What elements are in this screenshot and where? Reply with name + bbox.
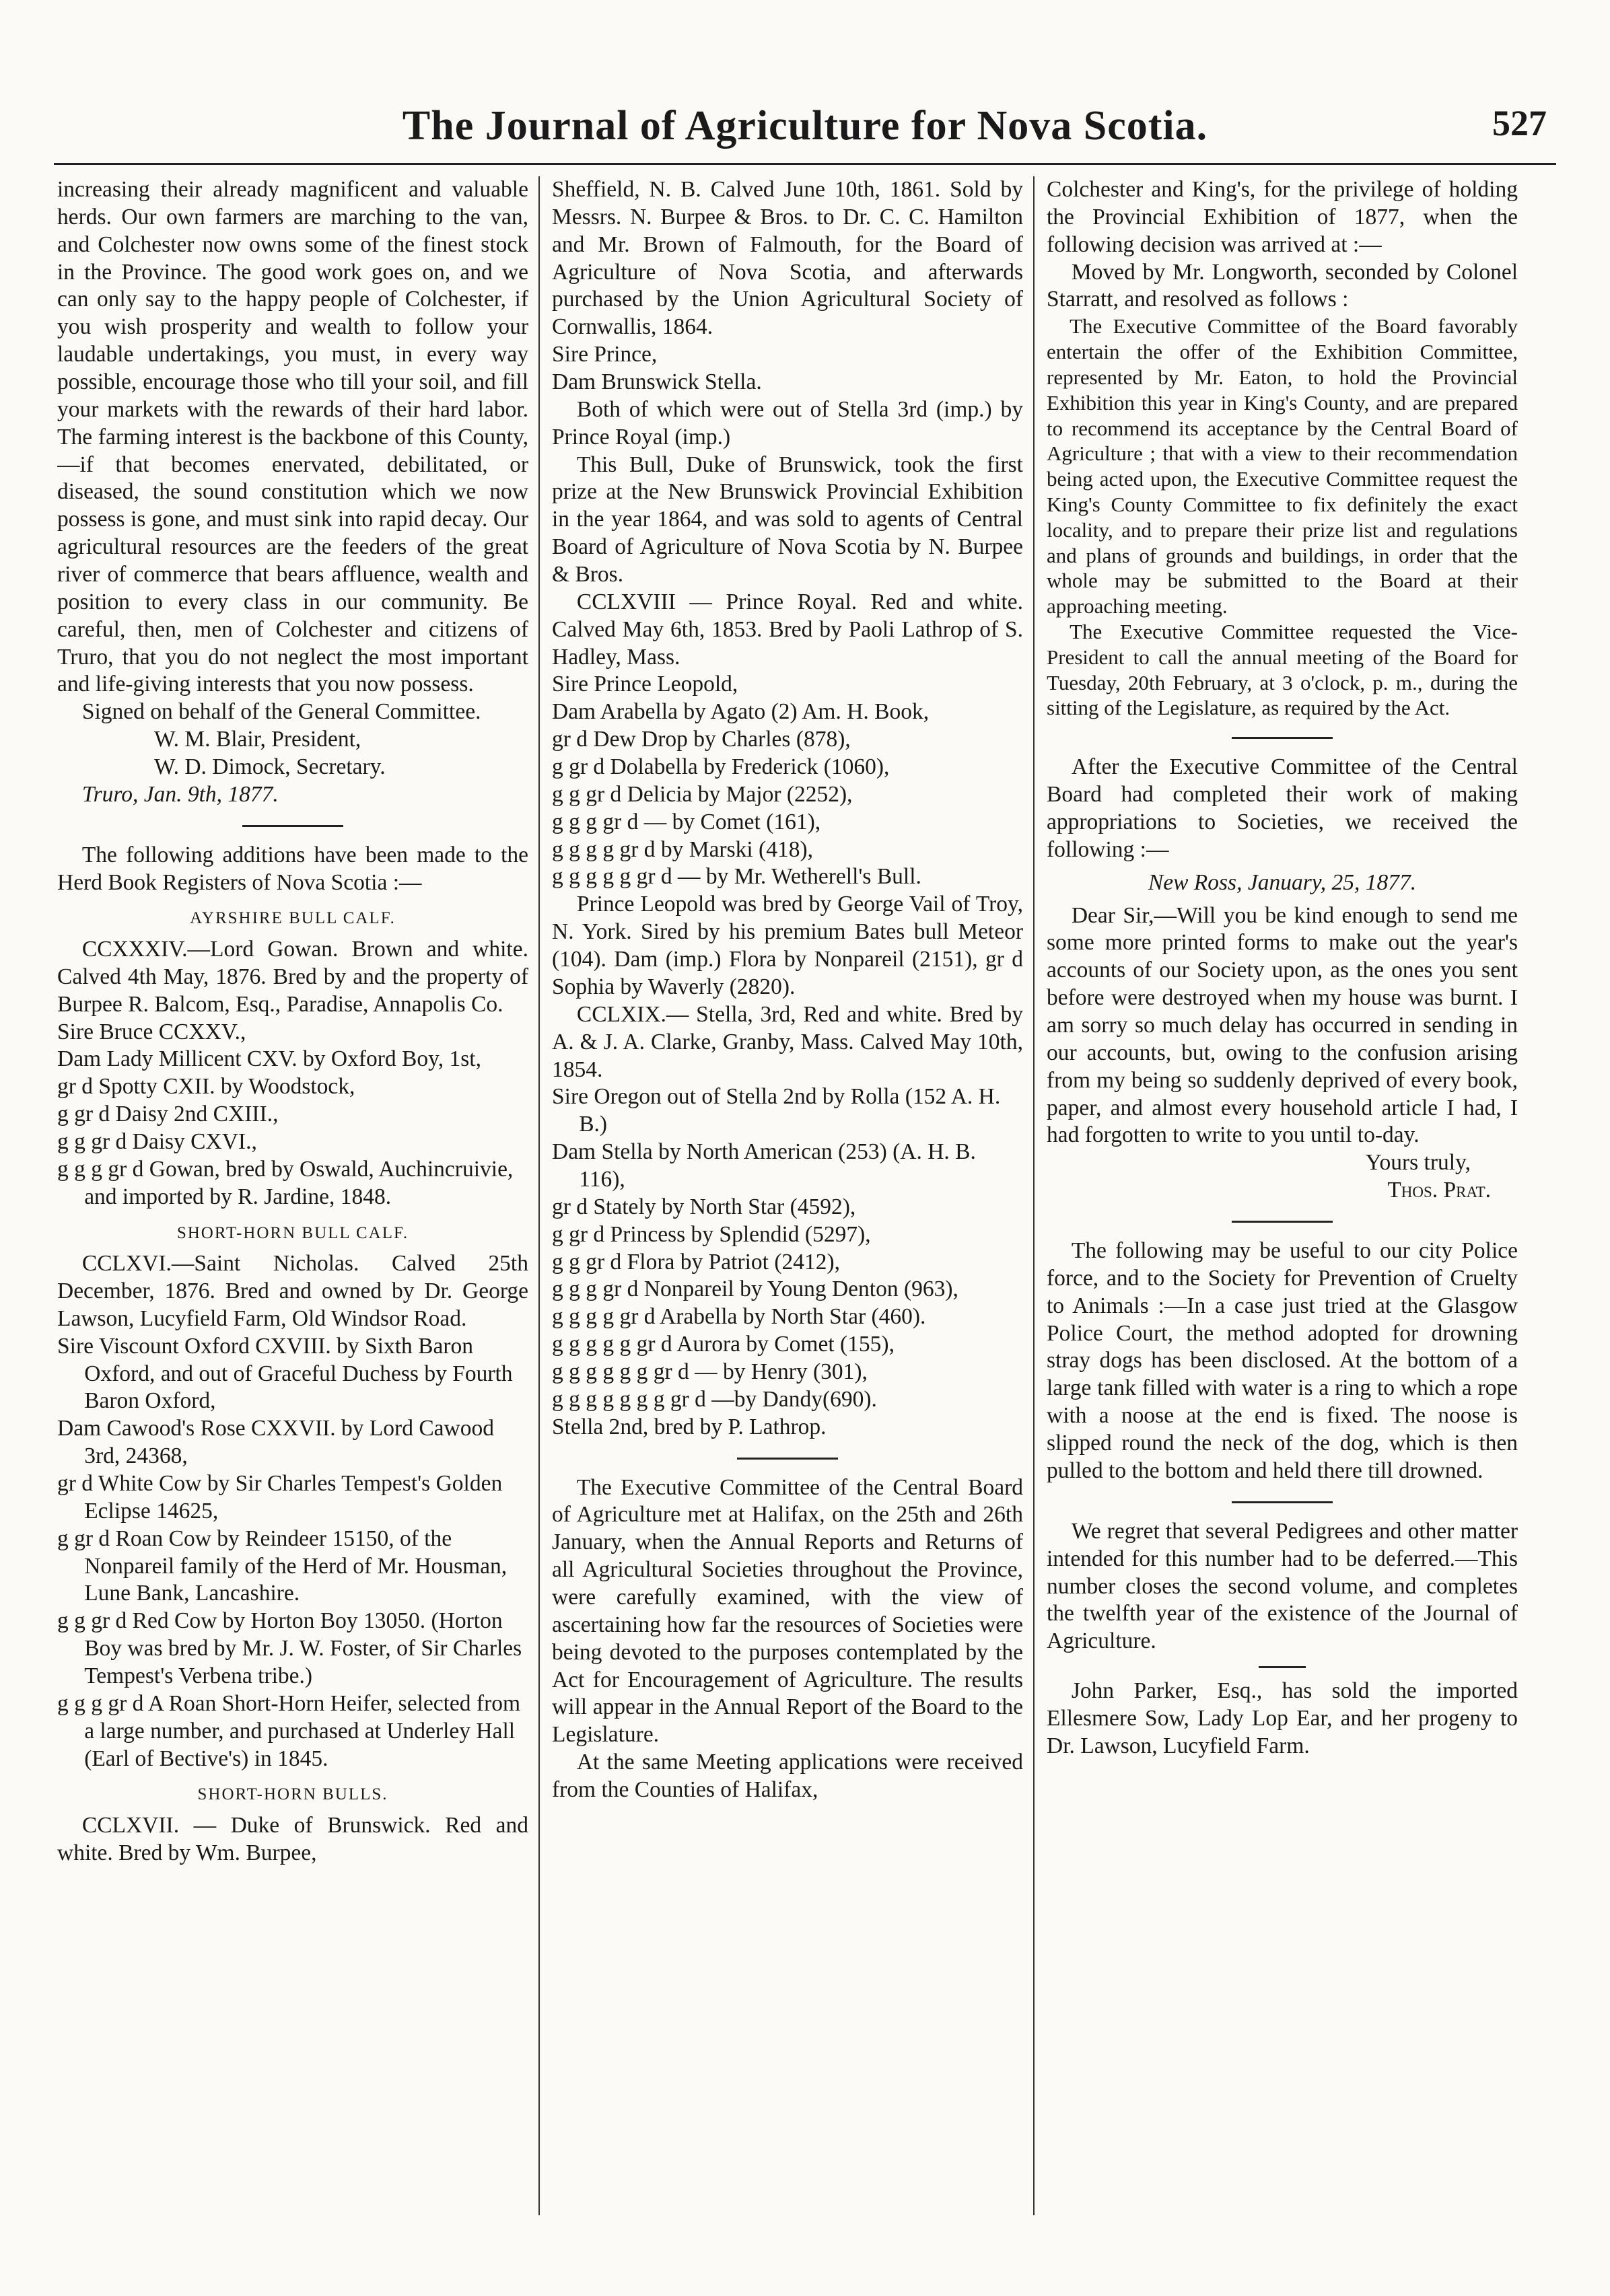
pedigree-line: gr d Dew Drop by Charles (878), — [552, 727, 851, 752]
resolution-text: The Executive Committee requested the Vice-President to call the annual meeting of the Board for Tuesday, 20th February, at 3 o'clock, p. m., during the sitting of the Legislature, as required by the Act. — [1047, 620, 1518, 720]
signature-note: Signed on behalf of the General Committee. — [81, 699, 481, 725]
pedigree-line: g g g gr d Nonpareil by Young Denton (963), — [552, 1277, 958, 1302]
section-rule — [242, 825, 343, 827]
article-paragraph: The following additions have been made to the Herd Book Registers of Nova Scotia :— — [57, 842, 528, 895]
section-rule — [1232, 1501, 1333, 1503]
pedigree-line: g g g g g gr d Aurora by Comet (155), — [552, 1332, 895, 1357]
pedigree-line: Sire Bruce CCXXV., — [57, 1019, 246, 1044]
pedigree-line: g g g g gr d Arabella by North Star (460). — [552, 1304, 926, 1330]
section-rule — [737, 1458, 838, 1460]
pedigree-line: gr d Stately by North Star (4592), — [552, 1194, 856, 1219]
article-paragraph: Both of which were out of Stella 3rd (imp.) by Prince Royal (imp.) — [552, 396, 1023, 450]
article-paragraph: Prince Leopold was bred by George Vail of Troy, N. York. Sired by his premium Bates bull Meteor (104). Dam (imp.) Flora by Nonpareil (2151), gr d Sophia by Waverly (2820). — [552, 892, 1023, 999]
pedigree-line: g gr d Princess by Splendid (5297), — [552, 1221, 871, 1247]
pedigree-line: Sire Viscount Oxford CXVIII. by Sixth Baron Oxford, and out of Graceful Duchess by Fourth Baron Oxford, — [57, 1333, 513, 1414]
section-heading: AYRSHIRE BULL CALF. — [190, 909, 396, 928]
journal-title: The Journal of Agriculture for Nova Scotia. — [402, 103, 1208, 149]
article-paragraph: increasing their already magnificent and valuable herds. Our own farmers are marching to the van, and Colchester now owns some of the finest stock in the Province. The good work goes on, and we can only say to the happy people of Colchester, if you wish prosperity and wealth to follow your laudable undertakings, you must, in every way possible, encourage those who till your soil, and fill your markets with the rewards of their hard labor. The farming interest is the backbone of this County,—if that becomes enervated, debilitated, or diseased, the sound constitution which we now possess is gone, and must sink into rapid decay. Our agricultural resources are the feeders of the great river of commerce that bears affluence, wealth and position to every class in our community. Be careful, then, men of Colchester and citizens of Truro, that you do not neglect the most important and life-giving interests that you now possess. — [57, 177, 528, 697]
pedigree-line: Sire Oregon out of Stella 2nd by Rolla (152 A. H. B.) — [552, 1084, 1001, 1137]
article-paragraph: We regret that several Pedigrees and other matter intended for this number had to be deferred.—This number closes the second volume, and completes the twelfth year of the existence of the Journal of Agriculture. — [1047, 1518, 1518, 1654]
article-paragraph: After the Executive Committee of the Central Board had completed their work of making appropriations to Societies, we received the following :— — [1047, 754, 1518, 862]
section-rule — [1232, 737, 1333, 739]
signatory-president: W. M. Blair, President, — [154, 727, 361, 752]
article-paragraph: This Bull, Duke of Brunswick, took the first prize at the New Brunswick Provincial Exhibition in the year 1864, and was sold to agents of Central Board of Agriculture of Nova Scotia by N. Burpee & Bros. — [552, 452, 1023, 587]
pedigree-line: g gr d Dolabella by Frederick (1060), — [552, 754, 890, 780]
section-rule — [1259, 1666, 1306, 1668]
pedigree-line: g gr d Daisy 2nd CXIII., — [57, 1102, 279, 1127]
pedigree-line: g g g gr d Gowan, bred by Oswald, Auchincruivie, and imported by R. Jardine, 1848. — [57, 1156, 514, 1209]
pedigree-line: Dam Cawood's Rose CXXVII. by Lord Cawood 3rd, 24368, — [57, 1416, 494, 1469]
column-3 — [1047, 176, 1518, 2235]
column-2 — [552, 176, 1023, 2235]
pedigree-line: g gr d Roan Cow by Reindeer 15150, of the Nonpareil family of the Herd of Mr. Housman, Lune Bank, Lancashire. — [57, 1526, 508, 1606]
pedigree-line: g g g g gr d by Marski (418), — [552, 836, 813, 862]
page-number: 527 — [1492, 103, 1547, 143]
letter-signature: Thos. Prat. — [1387, 1178, 1491, 1203]
pedigree-line: g g g g g gr d — by Mr. Wetherell's Bull. — [552, 864, 921, 890]
pedigree-line: Sire Prince, — [552, 342, 658, 367]
column-1 — [57, 176, 528, 2235]
article-paragraph: Moved by Mr. Longworth, seconded by Colonel Starratt, and resolved as follows : — [1047, 259, 1518, 312]
pedigree-line: Dam Brunswick Stella. — [552, 369, 762, 395]
article-paragraph: The following may be useful to our city Police force, and to the Society for Prevention of Cruelty to Animals :—In a case just tried at the Glasgow Police Court, the method adopted for drowning stray dogs has been disclosed. At the bottom of a large tank filled with water is a ring to which a rope with a noose at the end is fixed. The noose is slipped round the neck of the dog, which is then pulled to the bottom and held there till drowned. — [1047, 1238, 1518, 1483]
pedigree-line: g g g g g g gr d — by Henry (301), — [552, 1359, 868, 1384]
pedigree-line: Dam Lady Millicent CXV. by Oxford Boy, 1st, — [57, 1046, 481, 1072]
pedigree-line: Dam Stella by North American (253) (A. H. B. 116), — [552, 1139, 976, 1192]
article-paragraph: Colchester and King's, for the privilege of holding the Provincial Exhibition of 1877, when the following decision was arrived at :— — [1047, 177, 1518, 257]
column-divider-1 — [538, 176, 540, 2215]
dateline: Truro, Jan. 9th, 1877. — [81, 781, 279, 807]
pedigree-entry: CCLXIX.— Stella, 3rd, Red and white. Bred by A. & J. A. Clarke, Granby, Mass. Calved May 10th, 1854. — [552, 1001, 1023, 1082]
masthead — [54, 96, 1556, 156]
article-paragraph: John Parker, Esq., has sold the imported Ellesmere Sow, Lady Lop Ear, and her progeny to Dr. Lawson, Lucyfield Farm. — [1047, 1678, 1518, 1758]
pedigree-line: gr d Spotty CXII. by Woodstock, — [57, 1074, 355, 1100]
article-paragraph: At the same Meeting applications were received from the Counties of Halifax, — [552, 1750, 1023, 1802]
pedigree-line: Sire Prince Leopold, — [552, 672, 738, 697]
resolution-text: The Executive Committee of the Board favorably entertain the offer of the Exhibition Committee, represented by Mr. Eaton, to hold the Provincial Exhibition this year in King's County, and are prepared to recommend its acceptance by the Central Board of Agriculture ; that with a view to their recommendation being acted upon, the Executive Committee request the King's County Committee to fix definitely the exact locality, and to prepare their prize list and regulations and plans of grounds and buildings, in order that the whole may be submitted to the Board at their approaching meeting. — [1047, 314, 1518, 618]
letter-closing: Yours truly, — [1365, 1150, 1471, 1176]
pedigree-line: g g gr d Delicia by Major (2252), — [552, 781, 853, 807]
pedigree-line: g g gr d Flora by Patriot (2412), — [552, 1249, 841, 1275]
pedigree-entry: CCLXVII. — Duke of Brunswick. Red and white. Bred by Wm. Burpee, — [57, 1812, 528, 1865]
pedigree-line: Dam Arabella by Agato (2) Am. H. Book, — [552, 699, 930, 725]
pedigree-line: g g gr d Red Cow by Horton Boy 13050. (Horton Boy was bred by Mr. J. W. Foster, of Sir Charles Tempest's Verbena tribe.) — [57, 1608, 522, 1688]
pedigree-line: Stella 2nd, bred by P. Lathrop. — [552, 1414, 827, 1439]
section-heading: SHORT-HORN BULL CALF. — [176, 1223, 409, 1242]
pedigree-line: gr d White Cow by Sir Charles Tempest's Golden Eclipse 14625, — [57, 1470, 503, 1523]
pedigree-line: g g gr d Daisy CXVI., — [57, 1129, 257, 1154]
signatory-secretary: W. D. Dimock, Secretary. — [154, 754, 386, 780]
section-heading: SHORT-HORN BULLS. — [197, 1785, 388, 1804]
pedigree-entry: CCLXVI.—Saint Nicholas. Calved 25th December, 1876. Bred and owned by Dr. George Lawson, Lucyfield Farm, Old Windsor Road. — [57, 1251, 528, 1331]
pedigree-entry: CCLXVIII — Prince Royal. Red and white. Calved May 6th, 1853. Bred by Paoli Lathrop of S. Hadley, Mass. — [552, 589, 1023, 670]
column-divider-2 — [1033, 176, 1035, 2215]
letter-dateline: New Ross, January, 25, 1877. — [1148, 869, 1417, 895]
header-rule — [54, 163, 1556, 165]
letter-body: Dear Sir,—Will you be kind enough to send me some more printed forms to make out the year's accounts of our Society upon, as the ones you sent before were destroyed when my house was burnt. I am sorry so much delay has occurred in sending in our accounts, but, owing to the confusion arising from my being so suddenly deprived of every book, paper, and almost every household article I had, I had forgotten to write to you until to-day. — [1047, 902, 1518, 1148]
pedigree-line: g g g gr d A Roan Short-Horn Heifer, selected from a large number, and purchased at Underley Hall (Earl of Bective's) in 1845. — [57, 1690, 521, 1771]
pedigree-entry: Sheffield, N. B. Calved June 10th, 1861. Sold by Messrs. N. Burpee & Bros. to Dr. C. C. Hamilton and Mr. Brown of Falmouth, for the Board of Agriculture of Nova Scotia, and afterwards purchased by the Union Agricultural Society of Cornwallis, 1864. — [552, 177, 1023, 340]
section-rule — [1232, 1221, 1333, 1223]
pedigree-entry: CCXXXIV.—Lord Gowan. Brown and white. Calved 4th May, 1876. Bred by and the property of Burpee R. Balcom, Esq., Paradise, Annapolis Co. — [57, 936, 528, 1017]
article-paragraph: The Executive Committee of the Central Board of Agriculture met at Halifax, on the 25th and 26th January, when the Annual Reports and Returns of all Agricultural Societies throughout the Province, were carefully examined, with the view of ascertaining how far the resources of Societies were being devoted to the purposes contemplated by the Act for Encouragement of Agriculture. The results will appear in the Annual Report of the Board to the Legislature. — [552, 1474, 1023, 1748]
pedigree-line: g g g gr d — by Comet (161), — [552, 809, 821, 834]
pedigree-line: g g g g g g g gr d —by Dandy(690). — [552, 1386, 877, 1412]
